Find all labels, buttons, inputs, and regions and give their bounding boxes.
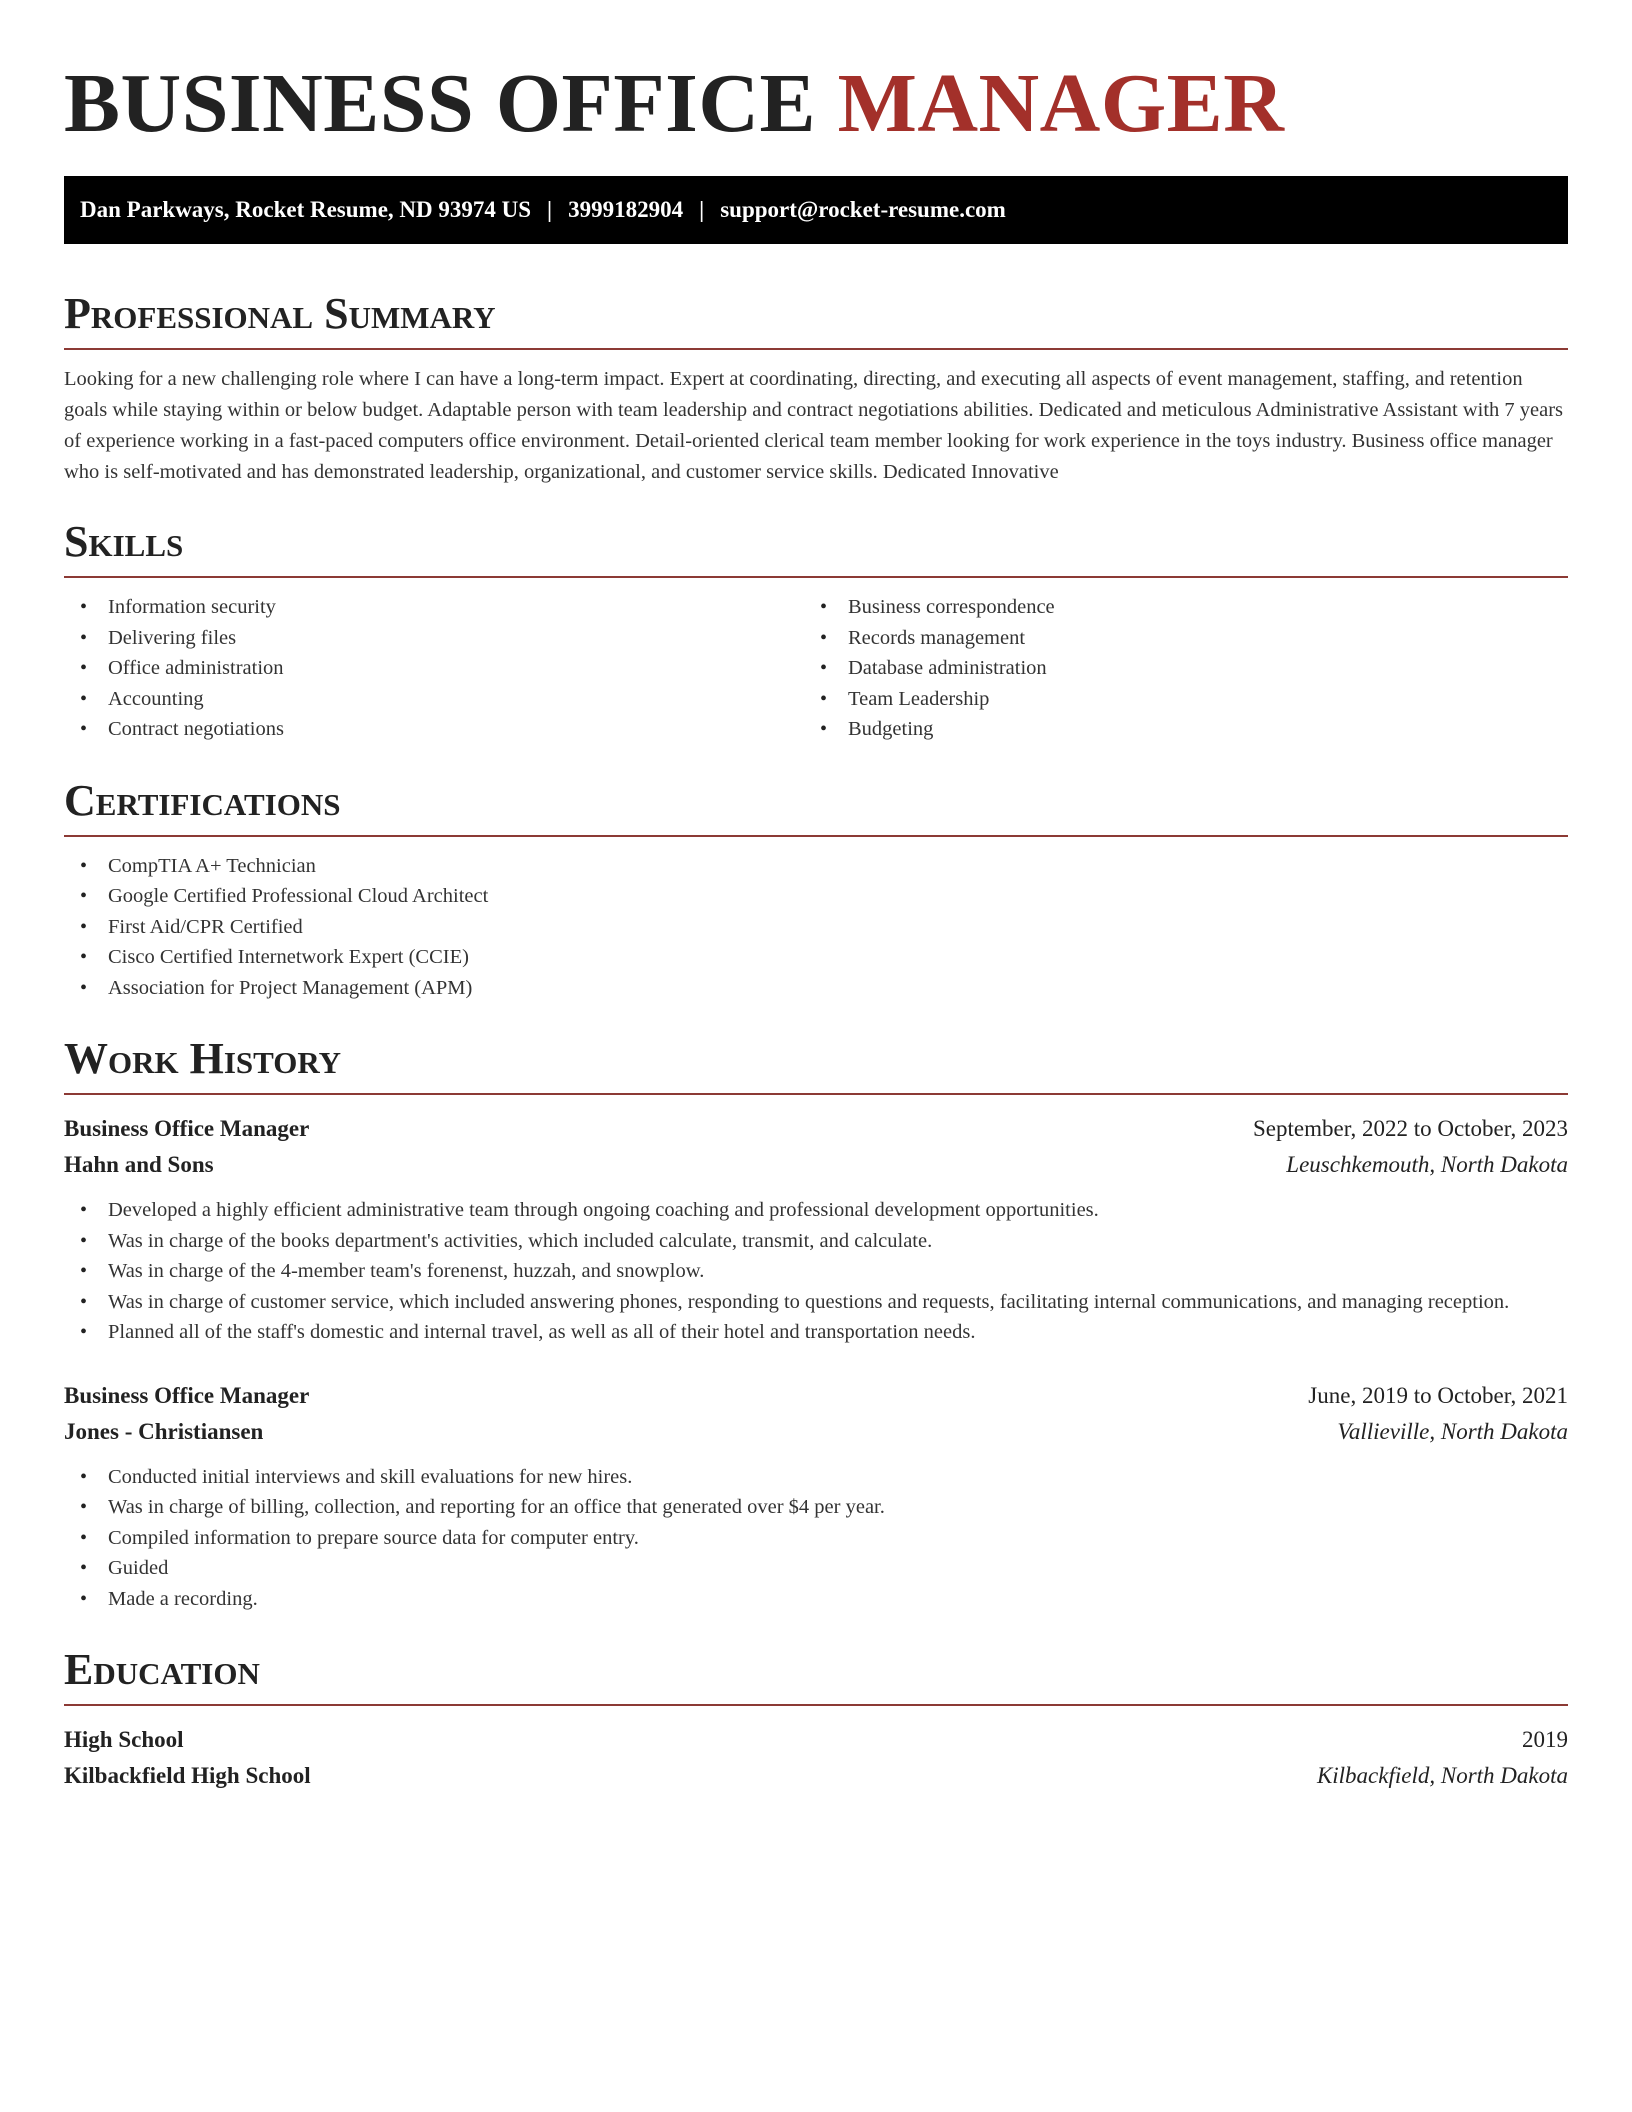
- section-divider: [64, 348, 1568, 350]
- education-location: Kilbackfield, North Dakota: [1316, 1763, 1568, 1788]
- certification-item: • Cisco Certified Internetwork Expert (CCIE): [64, 942, 1568, 973]
- job-subheader: [64, 1147, 1568, 1183]
- skills-columns: [64, 592, 1568, 745]
- job-dates: September, 2022 to October, 2023: [1253, 1116, 1568, 1141]
- certifications-section: [64, 773, 1568, 1004]
- job-entry: [64, 1111, 1568, 1348]
- skill-item: • Accounting: [64, 684, 804, 715]
- job-duty: • Compiled information to prepare source data for computer entry.: [64, 1523, 1568, 1554]
- skill-item: • Business correspondence: [804, 592, 1544, 623]
- title-accent: MANAGER: [837, 57, 1285, 150]
- certifications-list: [64, 851, 1568, 1004]
- work-history-heading: Work History: [64, 1034, 342, 1083]
- education-heading: Education: [64, 1645, 260, 1694]
- job-header: [64, 1378, 1568, 1414]
- job-title: Business Office Manager: [64, 1382, 310, 1408]
- job-location: Vallieville, North Dakota: [1337, 1418, 1568, 1444]
- skills-section: [64, 514, 1568, 745]
- section-divider: [64, 576, 1568, 578]
- job-entry: [64, 1378, 1568, 1615]
- job-header: [64, 1111, 1568, 1147]
- skill-item: • Records management: [804, 623, 1544, 654]
- section-divider: [64, 1093, 1568, 1095]
- job-duty: • Was in charge of customer service, which included answering phones, responding to questions and requests, facilitating internal communications, and managing reception.: [64, 1287, 1568, 1318]
- skill-item: • Budgeting: [804, 714, 1544, 745]
- contact-separator: |: [547, 197, 553, 222]
- job-duty: • Guided: [64, 1553, 1568, 1584]
- summary-heading: Professional Summary: [64, 289, 496, 338]
- job-dates: June, 2019 to October, 2021: [1308, 1382, 1568, 1408]
- job-duty: • Was in charge of billing, collection, and reporting for an office that generated over $4 per year.: [64, 1492, 1568, 1523]
- certifications-heading: Certifications: [64, 775, 341, 825]
- skill-item: • Team Leadership: [804, 684, 1544, 715]
- summary-text: Looking for a new challenging role where I can have a long-term impact. Expert at coordinating, directing, and executing all aspects of event management, staffing, and retention goals while staying within or below budget. Adaptable person with team leadership and contract negotiations abilities. Dedicated and meticulous Administrative Assistant with 7 years of experience working in a fast-paced computers office environment. Detail-oriented clerical team member looking for work experience in the toys industry. Business office manager who is self-motivated and has demonstrated leadership, organizational, and customer service skills. Dedicated Innovative: [64, 368, 1564, 483]
- education-school: Kilbackfield High School: [64, 1763, 311, 1788]
- contact-bar: [64, 176, 1568, 244]
- job-title: Business Office Manager: [64, 1116, 310, 1141]
- skill-item: • Contract negotiations: [64, 714, 804, 745]
- job-duty: • Conducted initial interviews and skill evaluations for new hires.: [64, 1462, 1568, 1493]
- education-year: 2019: [1522, 1727, 1568, 1752]
- education-entry: [64, 1722, 1568, 1794]
- resume-title: [64, 56, 1568, 152]
- certification-item: • Association for Project Management (APM): [64, 973, 1568, 1004]
- skill-item: • Office administration: [64, 653, 804, 684]
- section-divider: [64, 1704, 1568, 1706]
- job-subheader: [64, 1414, 1568, 1450]
- skill-item: • Information security: [64, 592, 804, 623]
- section-divider: [64, 835, 1568, 837]
- education-degree: High School: [64, 1727, 184, 1752]
- job-duties-list: [64, 1462, 1568, 1615]
- education-header: [64, 1722, 1568, 1758]
- job-duty: • Was in charge of the books department's activities, which included calculate, transmit, and calculate.: [64, 1226, 1568, 1257]
- work-history-section: [64, 1031, 1568, 1614]
- job-company: Hahn and Sons: [64, 1152, 214, 1177]
- certification-item: • CompTIA A+ Technician: [64, 851, 1568, 882]
- certification-item: • Google Certified Professional Cloud Architect: [64, 881, 1568, 912]
- skills-list-left: [64, 592, 804, 745]
- education-subheader: [64, 1758, 1568, 1794]
- contact-separator: |: [699, 197, 705, 222]
- skill-item: • Database administration: [804, 653, 1544, 684]
- skills-list-right: [804, 592, 1544, 745]
- resume-page: [64, 56, 1568, 1794]
- certification-item: • First Aid/CPR Certified: [64, 912, 1568, 943]
- summary-section: [64, 286, 1568, 488]
- education-section: [64, 1642, 1568, 1794]
- job-duty: • Was in charge of the 4-member team's forenenst, huzzah, and snowplow.: [64, 1256, 1568, 1287]
- skill-item: • Delivering files: [64, 623, 804, 654]
- job-duty: • Made a recording.: [64, 1584, 1568, 1615]
- contact-phone: 3999182904: [568, 197, 684, 222]
- job-location: Leuschkemouth, North Dakota: [1286, 1152, 1568, 1177]
- job-duties-list: [64, 1195, 1568, 1348]
- title-main: BUSINESS OFFICE: [64, 57, 817, 150]
- job-company: Jones - Christiansen: [64, 1418, 264, 1444]
- contact-email: support@rocket-resume.com: [720, 197, 1006, 222]
- job-duty: • Planned all of the staff's domestic and internal travel, as well as all of their hotel and transportation needs.: [64, 1317, 1568, 1348]
- job-duty: • Developed a highly efficient administrative team through ongoing coaching and professional development opportunities.: [64, 1195, 1568, 1226]
- skills-heading: Skills: [64, 517, 184, 566]
- contact-address: Dan Parkways, Rocket Resume, ND 93974 US: [80, 197, 532, 222]
